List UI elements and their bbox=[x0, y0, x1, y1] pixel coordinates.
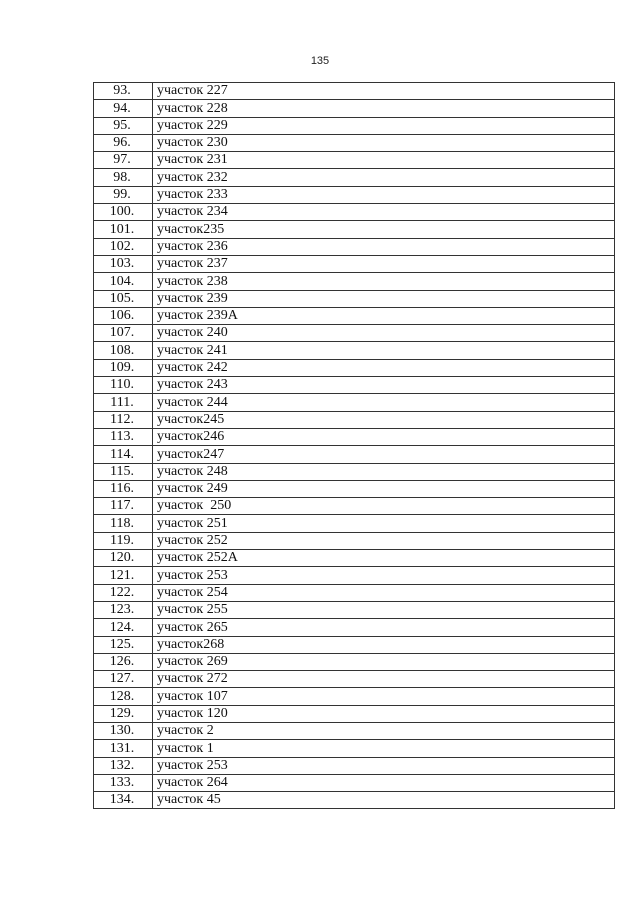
plot-name: участок 240 bbox=[153, 325, 615, 342]
plot-name: участок 227 bbox=[153, 83, 615, 100]
row-number: 102. bbox=[94, 238, 153, 255]
plot-name: участок 269 bbox=[153, 653, 615, 670]
row-number: 112. bbox=[94, 411, 153, 428]
row-number: 134. bbox=[94, 792, 153, 809]
table-row bbox=[94, 480, 615, 497]
plot-name: участок 2 bbox=[153, 722, 615, 739]
row-number: 104. bbox=[94, 273, 153, 290]
table-row bbox=[94, 186, 615, 203]
table-row bbox=[94, 619, 615, 636]
plot-name: участок 236 bbox=[153, 238, 615, 255]
row-number: 99. bbox=[94, 186, 153, 203]
table-row bbox=[94, 411, 615, 428]
table-row bbox=[94, 722, 615, 739]
plot-name: участок246 bbox=[153, 428, 615, 445]
table-row bbox=[94, 567, 615, 584]
row-number: 120. bbox=[94, 550, 153, 567]
plot-name: участок 239А bbox=[153, 307, 615, 324]
table-row bbox=[94, 359, 615, 376]
plot-name: участок 248 bbox=[153, 463, 615, 480]
row-number: 93. bbox=[94, 83, 153, 100]
row-number: 106. bbox=[94, 307, 153, 324]
plot-name: участок245 bbox=[153, 411, 615, 428]
plots-table bbox=[93, 82, 615, 809]
row-number: 110. bbox=[94, 377, 153, 394]
row-number: 115. bbox=[94, 463, 153, 480]
row-number: 122. bbox=[94, 584, 153, 601]
plot-name: участок 265 bbox=[153, 619, 615, 636]
plot-name: участок 251 bbox=[153, 515, 615, 532]
table-row bbox=[94, 238, 615, 255]
plot-name: участок 230 bbox=[153, 134, 615, 151]
table-row bbox=[94, 498, 615, 515]
plot-name: участок 264 bbox=[153, 774, 615, 791]
table-row bbox=[94, 653, 615, 670]
table-row bbox=[94, 688, 615, 705]
table-row bbox=[94, 705, 615, 722]
row-number: 100. bbox=[94, 204, 153, 221]
row-number: 114. bbox=[94, 446, 153, 463]
table-row bbox=[94, 636, 615, 653]
plot-name: участок 254 bbox=[153, 584, 615, 601]
plot-name: участок 228 bbox=[153, 100, 615, 117]
row-number: 97. bbox=[94, 152, 153, 169]
plot-name: участок 229 bbox=[153, 117, 615, 134]
plot-name: участок 232 bbox=[153, 169, 615, 186]
table-row bbox=[94, 550, 615, 567]
table-row bbox=[94, 515, 615, 532]
plot-name: участок 252 bbox=[153, 532, 615, 549]
plot-name: участок 233 bbox=[153, 186, 615, 203]
row-number: 98. bbox=[94, 169, 153, 186]
plot-name: участок 45 bbox=[153, 792, 615, 809]
table-row bbox=[94, 273, 615, 290]
row-number: 125. bbox=[94, 636, 153, 653]
table-row bbox=[94, 601, 615, 618]
table-row bbox=[94, 152, 615, 169]
table-row bbox=[94, 307, 615, 324]
row-number: 116. bbox=[94, 480, 153, 497]
plot-name: участок 244 bbox=[153, 394, 615, 411]
row-number: 119. bbox=[94, 532, 153, 549]
row-number: 103. bbox=[94, 255, 153, 272]
table-row bbox=[94, 463, 615, 480]
table-row bbox=[94, 83, 615, 100]
page-number: 135 bbox=[310, 55, 330, 67]
table-row bbox=[94, 117, 615, 134]
row-number: 109. bbox=[94, 359, 153, 376]
table-row bbox=[94, 100, 615, 117]
row-number: 117. bbox=[94, 498, 153, 515]
row-number: 128. bbox=[94, 688, 153, 705]
table-row bbox=[94, 204, 615, 221]
table-row bbox=[94, 532, 615, 549]
table-row bbox=[94, 671, 615, 688]
row-number: 126. bbox=[94, 653, 153, 670]
plot-name: участок 255 bbox=[153, 601, 615, 618]
row-number: 95. bbox=[94, 117, 153, 134]
plot-name: участок235 bbox=[153, 221, 615, 238]
plot-name: участок 249 bbox=[153, 480, 615, 497]
row-number: 107. bbox=[94, 325, 153, 342]
row-number: 131. bbox=[94, 740, 153, 757]
plot-name: участок268 bbox=[153, 636, 615, 653]
plot-name: участок 243 bbox=[153, 377, 615, 394]
table-row bbox=[94, 169, 615, 186]
row-number: 130. bbox=[94, 722, 153, 739]
plot-name: участок 234 bbox=[153, 204, 615, 221]
plot-name: участок 242 bbox=[153, 359, 615, 376]
table-row bbox=[94, 325, 615, 342]
table-row bbox=[94, 221, 615, 238]
row-number: 111. bbox=[94, 394, 153, 411]
plot-name: участок247 bbox=[153, 446, 615, 463]
row-number: 121. bbox=[94, 567, 153, 584]
plot-name: участок 231 bbox=[153, 152, 615, 169]
plot-name: участок 120 bbox=[153, 705, 615, 722]
plots-table-body bbox=[94, 83, 615, 809]
plot-name: участок 239 bbox=[153, 290, 615, 307]
plot-name: участок 107 bbox=[153, 688, 615, 705]
table-row bbox=[94, 792, 615, 809]
row-number: 94. bbox=[94, 100, 153, 117]
plot-name: участок 237 bbox=[153, 255, 615, 272]
row-number: 105. bbox=[94, 290, 153, 307]
table-row bbox=[94, 428, 615, 445]
table-row bbox=[94, 377, 615, 394]
row-number: 108. bbox=[94, 342, 153, 359]
plot-name: участок 253 bbox=[153, 567, 615, 584]
table-row bbox=[94, 342, 615, 359]
table-row bbox=[94, 757, 615, 774]
row-number: 101. bbox=[94, 221, 153, 238]
row-number: 96. bbox=[94, 134, 153, 151]
row-number: 132. bbox=[94, 757, 153, 774]
plot-name: участок 253 bbox=[153, 757, 615, 774]
row-number: 123. bbox=[94, 601, 153, 618]
table-row bbox=[94, 290, 615, 307]
plot-name: участок 241 bbox=[153, 342, 615, 359]
row-number: 124. bbox=[94, 619, 153, 636]
row-number: 127. bbox=[94, 671, 153, 688]
plot-name: участок 238 bbox=[153, 273, 615, 290]
row-number: 113. bbox=[94, 428, 153, 445]
table-row bbox=[94, 740, 615, 757]
table-row bbox=[94, 394, 615, 411]
plot-name: участок 1 bbox=[153, 740, 615, 757]
row-number: 118. bbox=[94, 515, 153, 532]
table-row bbox=[94, 134, 615, 151]
table-row bbox=[94, 774, 615, 791]
row-number: 129. bbox=[94, 705, 153, 722]
row-number: 133. bbox=[94, 774, 153, 791]
table-row bbox=[94, 255, 615, 272]
plot-name: участок 272 bbox=[153, 671, 615, 688]
plot-name: участок 252А bbox=[153, 550, 615, 567]
table-row bbox=[94, 584, 615, 601]
table-row bbox=[94, 446, 615, 463]
plot-name: участок 250 bbox=[153, 498, 615, 515]
